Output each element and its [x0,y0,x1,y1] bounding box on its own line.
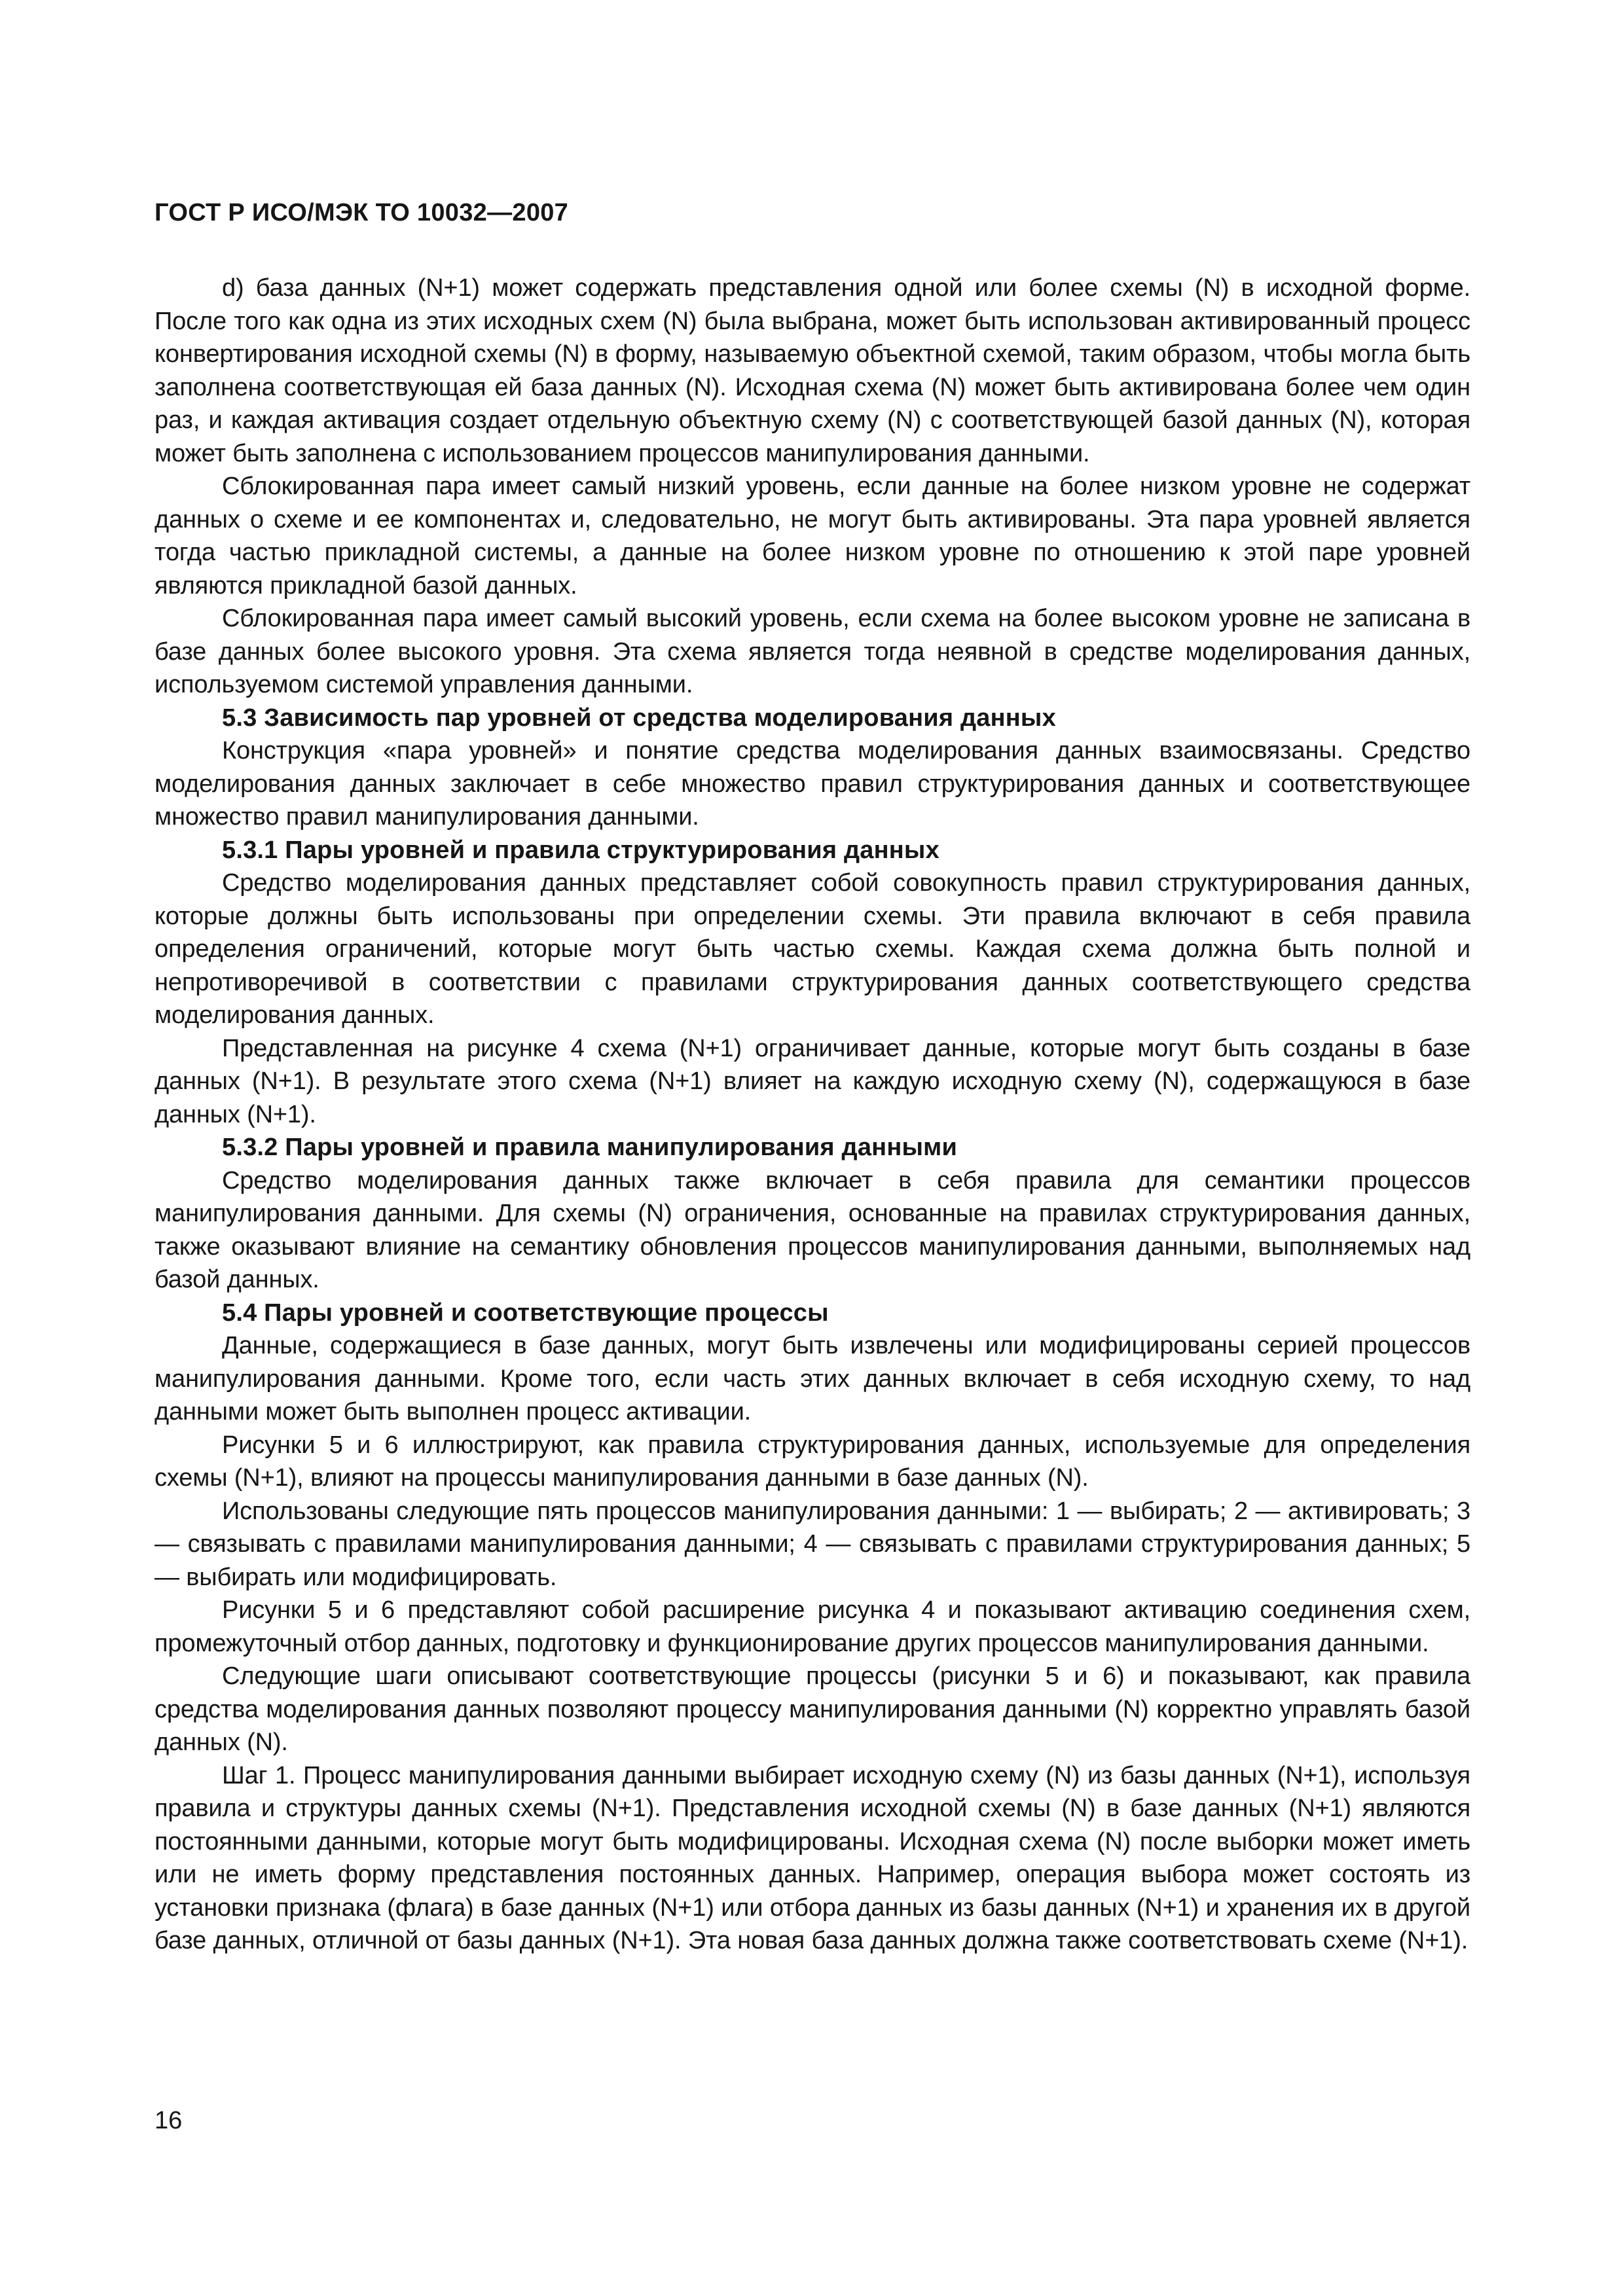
paragraph: Сблокированная пара имеет самый высокий уровень, если схема на более высоком уровне не записана в базе данных более высокого уровня. Эта схема является тогда неявной в средстве моделирования данных, используемом системой управления данными. [155,605,1470,698]
paragraph: Представленная на рисунке 4 схема (N+1) ограничивает данные, которые могут быть созданы в базе данных (N+1). В результате этого схема (N+1) влияет на каждую исходную схему (N), содержащуюся в базе данных (N+1). [155,1034,1470,1128]
body-text [155,272,1470,1958]
paragraph: Сблокированная пара имеет самый низкий уровень, если данные на более низком уровне не содержат данных о схеме и ее компонентах и, следовательно, не могут быть активированы. Эта пара уровней является тогда частью прикладной системы, а данные на более низком уровне по отношению к этой паре уровней являются прикладной базой данных. [155,473,1470,600]
paragraph: Рисунки 5 и 6 иллюстрируют, как правила структурирования данных, используемые для определения схемы (N+1), влияют на процессы манипулирования данными в базе данных (N). [155,1431,1470,1492]
paragraph: Средство моделирования данных представляет собой совокупность правил структурирования данных, которые должны быть использованы при определении схемы. Эти правила включают в себя правила определения ограничений, которые могут быть частью схемы. Каждая схема должна быть полной и непротиворечивой в соответствии с правилами структурирования данных соответствующего средства моделирования данных. [155,869,1470,1029]
section-heading-5-3: 5.3 Зависимость пар уровней от средства моделирования данных [222,704,1056,732]
page-number: 16 [155,2107,183,2134]
paragraph: Шаг 1. Процесс манипулирования данными выбирает исходную схему (N) из базы данных (N+1), используя правила и структуры данных схемы (N+1). Представления исходной схемы (N) в базе данных (N+1) являются постоянными данными, которые могут быть модифицированы. Исходная схема (N) после выборки может иметь или не иметь форму представления постоянных данных. Например, операция выбора может состоять из установки признака (флага) в базе данных (N+1) или отбора данных из базы данных (N+1) и хранения их в другой базе данных, отличной от базы данных (N+1). Эта новая база данных должна также соответствовать схеме (N+1). [155,1761,1470,1954]
paragraph: Конструкция «пара уровней» и понятие средства моделирования данных взаимосвязаны. Средство моделирования данных заключает в себе множество правил структурирования данных и соответствующее множество правил манипулирования данными. [155,737,1470,831]
section-heading-5-3-1: 5.3.1 Пары уровней и правила структурирования данных [222,836,939,864]
paragraph: Данные, содержащиеся в базе данных, могут быть извлечены или модифицированы серией процессов манипулирования данными. Кроме того, если часть этих данных включает в себя исходную схему, то над данными может быть выполнен процесс активации. [155,1332,1470,1426]
paragraph: Рисунки 5 и 6 представляют собой расширение рисунка 4 и показывают активацию соединения схем, промежуточный отбор данных, подготовку и функционирование других процессов манипулирования данными. [155,1596,1470,1657]
section-heading-5-3-2: 5.3.2 Пары уровней и правила манипулирования данными [222,1134,958,1161]
paragraph: d) база данных (N+1) может содержать представления одной или более схемы (N) в исходной форме. После того как одна из этих исходных схем (N) была выбрана, может быть использован активированный процесс конвертирования исходной схемы (N) в форму, называемую объектной схемой, таким образом, чтобы могла быть заполнена соответствующая ей база данных (N). Исходная схема (N) может быть активирована более чем один раз, и каждая активация создает отдельную объектную схему (N) с соответствующей базой данных (N), которая может быть заполнена с использованием процессов манипулирования данными. [155,274,1470,467]
document-header: ГОСТ Р ИСО/МЭК ТО 10032—2007 [155,199,569,226]
paragraph: Использованы следующие пять процессов манипулирования данными: 1 — выбирать; 2 — активировать; 3 — связывать с правилами манипулирования данными; 4 — связывать с правилами структурирования данных; 5 — выбирать или модифицировать. [155,1497,1470,1591]
paragraph: Следующие шаги описывают соответствующие процессы (рисунки 5 и 6) и показывают, как правила средства моделирования данных позволяют процессу манипулирования данными (N) корректно управлять базой данных (N). [155,1662,1470,1756]
section-heading-5-4: 5.4 Пары уровней и соответствующие процессы [222,1299,829,1327]
paragraph: Средство моделирования данных также включает в себя правила для семантики процессов манипулирования данными. Для схемы (N) ограничения, основанные на правилах структурирования данных, также оказывают влияние на семантику обновления процессов манипулирования данными, выполняемых над базой данных. [155,1166,1470,1293]
